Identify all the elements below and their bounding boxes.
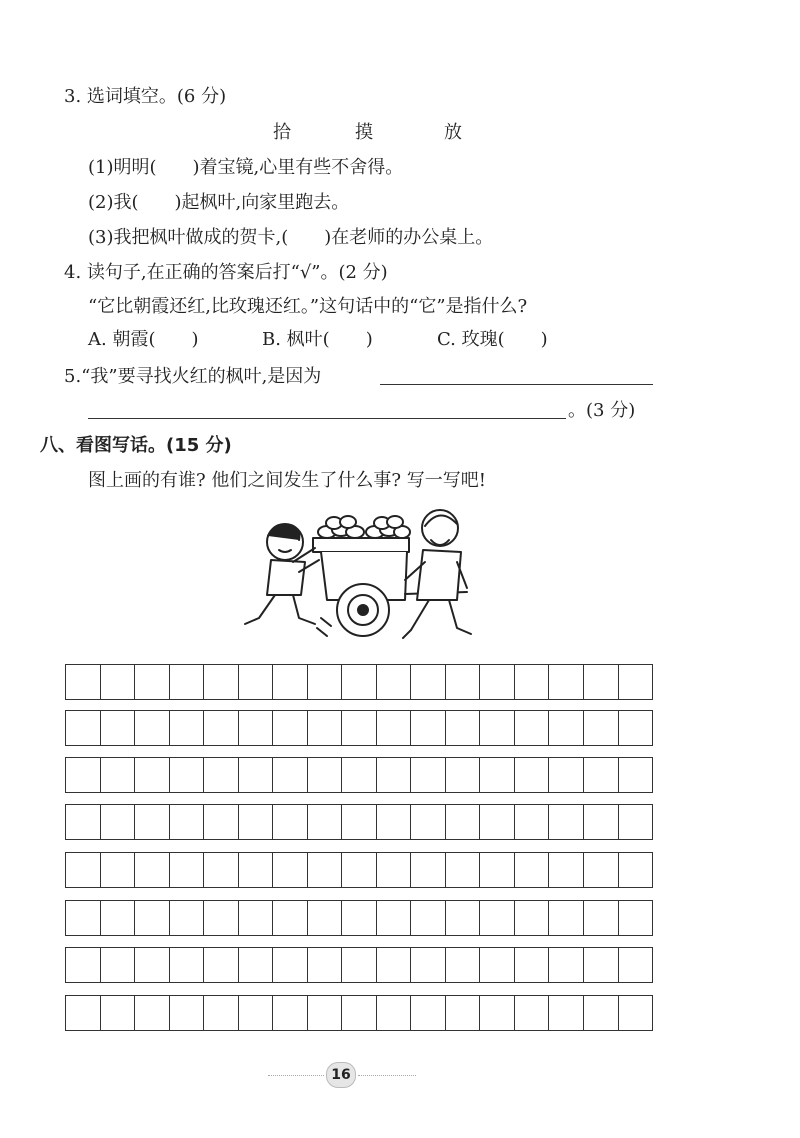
grid-cell[interactable] bbox=[342, 901, 377, 935]
grid-cell[interactable] bbox=[204, 805, 239, 839]
grid-cell[interactable] bbox=[308, 901, 343, 935]
grid-cell[interactable] bbox=[239, 805, 274, 839]
q4-option-b: B. 枫叶( ) bbox=[262, 329, 373, 350]
grid-cell[interactable] bbox=[480, 853, 515, 887]
grid-cell[interactable] bbox=[411, 758, 446, 792]
grid-cell[interactable] bbox=[515, 758, 550, 792]
grid-row bbox=[65, 852, 653, 888]
grid-cell[interactable] bbox=[411, 853, 446, 887]
grid-cell[interactable] bbox=[619, 901, 653, 935]
grid-cell[interactable] bbox=[515, 853, 550, 887]
grid-cell[interactable] bbox=[135, 665, 170, 699]
q3-item-3: (3)我把枫叶做成的贺卡,( )在老师的办公桌上。 bbox=[88, 227, 494, 248]
grid-row bbox=[65, 664, 653, 700]
q4-option-a: A. 朝霞( ) bbox=[88, 329, 199, 350]
grid-cell[interactable] bbox=[446, 758, 481, 792]
grid-cell[interactable] bbox=[135, 853, 170, 887]
grid-cell[interactable] bbox=[377, 758, 412, 792]
grid-cell[interactable] bbox=[135, 758, 170, 792]
grid-cell[interactable] bbox=[480, 996, 515, 1030]
grid-cell[interactable] bbox=[170, 948, 205, 982]
grid-row bbox=[65, 804, 653, 840]
grid-cell[interactable] bbox=[480, 711, 515, 745]
grid-cell[interactable] bbox=[515, 665, 550, 699]
grid-cell[interactable] bbox=[101, 901, 136, 935]
grid-cell[interactable] bbox=[377, 711, 412, 745]
grid-cell[interactable] bbox=[411, 805, 446, 839]
grid-cell[interactable] bbox=[204, 665, 239, 699]
grid-cell[interactable] bbox=[170, 901, 205, 935]
grid-cell[interactable] bbox=[411, 711, 446, 745]
grid-cell[interactable] bbox=[101, 805, 136, 839]
grid-cell[interactable] bbox=[480, 901, 515, 935]
grid-cell[interactable] bbox=[619, 665, 653, 699]
grid-cell[interactable] bbox=[66, 901, 101, 935]
grid-cell[interactable] bbox=[308, 758, 343, 792]
grid-cell[interactable] bbox=[239, 996, 274, 1030]
grid-cell[interactable] bbox=[273, 665, 308, 699]
grid-cell[interactable] bbox=[411, 665, 446, 699]
grid-cell[interactable] bbox=[66, 948, 101, 982]
grid-cell[interactable] bbox=[480, 758, 515, 792]
grid-cell[interactable] bbox=[101, 853, 136, 887]
q5-answer-line-1 bbox=[380, 384, 653, 385]
grid-cell[interactable] bbox=[342, 853, 377, 887]
grid-cell[interactable] bbox=[135, 805, 170, 839]
grid-row bbox=[65, 710, 653, 746]
grid-cell[interactable] bbox=[308, 805, 343, 839]
footer-dots-left bbox=[268, 1075, 324, 1076]
grid-cell[interactable] bbox=[204, 711, 239, 745]
grid-cell[interactable] bbox=[446, 853, 481, 887]
grid-cell[interactable] bbox=[584, 665, 619, 699]
grid-cell[interactable] bbox=[135, 901, 170, 935]
grid-cell[interactable] bbox=[135, 711, 170, 745]
q5-answer-line-2 bbox=[88, 418, 566, 419]
grid-cell[interactable] bbox=[377, 901, 412, 935]
grid-cell[interactable] bbox=[170, 805, 205, 839]
grid-cell[interactable] bbox=[584, 853, 619, 887]
grid-cell[interactable] bbox=[515, 948, 550, 982]
grid-cell[interactable] bbox=[446, 711, 481, 745]
grid-cell[interactable] bbox=[204, 758, 239, 792]
grid-row bbox=[65, 900, 653, 936]
grid-cell[interactable] bbox=[342, 948, 377, 982]
q5-prompt: 5.“我”要寻找火红的枫叶,是因为 bbox=[64, 366, 322, 387]
grid-cell[interactable] bbox=[619, 805, 653, 839]
grid-row bbox=[65, 947, 653, 983]
grid-cell[interactable] bbox=[549, 711, 584, 745]
grid-cell[interactable] bbox=[66, 665, 101, 699]
grid-cell[interactable] bbox=[273, 805, 308, 839]
section8-title: 八、看图写话。(15 分) bbox=[40, 435, 232, 456]
grid-cell[interactable] bbox=[549, 665, 584, 699]
grid-cell[interactable] bbox=[308, 853, 343, 887]
grid-cell[interactable] bbox=[619, 758, 653, 792]
grid-cell[interactable] bbox=[619, 948, 653, 982]
q4-option-c: C. 玫瑰( ) bbox=[437, 329, 548, 350]
q3-item-1: (1)明明( )着宝镜,心里有些不舍得。 bbox=[88, 157, 404, 178]
grid-cell[interactable] bbox=[66, 853, 101, 887]
grid-cell[interactable] bbox=[480, 665, 515, 699]
grid-cell[interactable] bbox=[342, 996, 377, 1030]
grid-cell[interactable] bbox=[342, 805, 377, 839]
grid-cell[interactable] bbox=[515, 805, 550, 839]
page-number: 16 bbox=[326, 1062, 356, 1088]
grid-cell[interactable] bbox=[377, 853, 412, 887]
grid-cell[interactable] bbox=[377, 996, 412, 1030]
grid-cell[interactable] bbox=[584, 996, 619, 1030]
grid-cell[interactable] bbox=[239, 758, 274, 792]
grid-cell[interactable] bbox=[308, 711, 343, 745]
footer-dots-right bbox=[358, 1075, 416, 1076]
grid-cell[interactable] bbox=[204, 853, 239, 887]
q5-score: 。(3 分) bbox=[568, 400, 636, 421]
q3-word-3: 放 bbox=[444, 122, 462, 143]
grid-cell[interactable] bbox=[584, 901, 619, 935]
grid-cell[interactable] bbox=[549, 805, 584, 839]
grid-cell[interactable] bbox=[411, 901, 446, 935]
grid-cell[interactable] bbox=[411, 948, 446, 982]
grid-cell[interactable] bbox=[515, 996, 550, 1030]
grid-cell[interactable] bbox=[170, 711, 205, 745]
grid-cell[interactable] bbox=[101, 665, 136, 699]
grid-cell[interactable] bbox=[480, 948, 515, 982]
grid-cell[interactable] bbox=[584, 948, 619, 982]
q3-title: 3. 选词填空。(6 分) bbox=[64, 86, 227, 107]
grid-cell[interactable] bbox=[515, 711, 550, 745]
grid-cell[interactable] bbox=[135, 948, 170, 982]
grid-cell[interactable] bbox=[204, 901, 239, 935]
grid-cell[interactable] bbox=[101, 996, 136, 1030]
grid-cell[interactable] bbox=[308, 996, 343, 1030]
section8-prompt: 图上画的有谁? 他们之间发生了什么事? 写一写吧! bbox=[88, 470, 486, 491]
cart-illustration bbox=[235, 500, 485, 650]
grid-cell[interactable] bbox=[239, 711, 274, 745]
grid-cell[interactable] bbox=[446, 948, 481, 982]
grid-cell[interactable] bbox=[342, 711, 377, 745]
grid-cell[interactable] bbox=[273, 901, 308, 935]
grid-cell[interactable] bbox=[411, 996, 446, 1030]
grid-cell[interactable] bbox=[170, 996, 205, 1030]
grid-cell[interactable] bbox=[377, 948, 412, 982]
grid-cell[interactable] bbox=[239, 853, 274, 887]
grid-cell[interactable] bbox=[170, 853, 205, 887]
grid-cell[interactable] bbox=[273, 948, 308, 982]
grid-cell[interactable] bbox=[135, 996, 170, 1030]
grid-cell[interactable] bbox=[273, 996, 308, 1030]
grid-cell[interactable] bbox=[239, 665, 274, 699]
q3-item-2: (2)我( )起枫叶,向家里跑去。 bbox=[88, 192, 350, 213]
grid-cell[interactable] bbox=[101, 948, 136, 982]
grid-cell[interactable] bbox=[170, 758, 205, 792]
grid-cell[interactable] bbox=[480, 805, 515, 839]
grid-cell[interactable] bbox=[619, 996, 653, 1030]
q3-word-1: 拾 bbox=[273, 122, 291, 143]
grid-cell[interactable] bbox=[342, 665, 377, 699]
grid-cell[interactable] bbox=[170, 665, 205, 699]
grid-cell[interactable] bbox=[273, 758, 308, 792]
grid-cell[interactable] bbox=[549, 853, 584, 887]
grid-cell[interactable] bbox=[584, 711, 619, 745]
grid-cell[interactable] bbox=[619, 853, 653, 887]
grid-cell[interactable] bbox=[308, 948, 343, 982]
grid-cell[interactable] bbox=[584, 805, 619, 839]
grid-cell[interactable] bbox=[549, 996, 584, 1030]
grid-cell[interactable] bbox=[377, 665, 412, 699]
grid-row bbox=[65, 995, 653, 1031]
grid-cell[interactable] bbox=[239, 948, 274, 982]
grid-row bbox=[65, 757, 653, 793]
grid-cell[interactable] bbox=[342, 758, 377, 792]
q4-title: 4. 读句子,在正确的答案后打“√”。(2 分) bbox=[64, 262, 388, 283]
grid-cell[interactable] bbox=[66, 996, 101, 1030]
grid-cell[interactable] bbox=[239, 901, 274, 935]
grid-cell[interactable] bbox=[273, 711, 308, 745]
grid-cell[interactable] bbox=[549, 758, 584, 792]
grid-cell[interactable] bbox=[549, 948, 584, 982]
grid-cell[interactable] bbox=[515, 901, 550, 935]
grid-cell[interactable] bbox=[101, 711, 136, 745]
grid-cell[interactable] bbox=[619, 711, 653, 745]
grid-cell[interactable] bbox=[101, 758, 136, 792]
grid-cell[interactable] bbox=[446, 901, 481, 935]
grid-cell[interactable] bbox=[584, 758, 619, 792]
grid-cell[interactable] bbox=[66, 758, 101, 792]
grid-cell[interactable] bbox=[446, 996, 481, 1030]
grid-cell[interactable] bbox=[66, 805, 101, 839]
grid-cell[interactable] bbox=[308, 665, 343, 699]
q3-word-2: 摸 bbox=[355, 122, 373, 143]
grid-cell[interactable] bbox=[446, 665, 481, 699]
grid-cell[interactable] bbox=[66, 711, 101, 745]
grid-cell[interactable] bbox=[549, 901, 584, 935]
grid-cell[interactable] bbox=[204, 996, 239, 1030]
grid-cell[interactable] bbox=[273, 853, 308, 887]
grid-cell[interactable] bbox=[377, 805, 412, 839]
q4-sentence: “它比朝霞还红,比玫瑰还红。”这句话中的“它”是指什么? bbox=[88, 296, 528, 317]
grid-cell[interactable] bbox=[446, 805, 481, 839]
grid-cell[interactable] bbox=[204, 948, 239, 982]
